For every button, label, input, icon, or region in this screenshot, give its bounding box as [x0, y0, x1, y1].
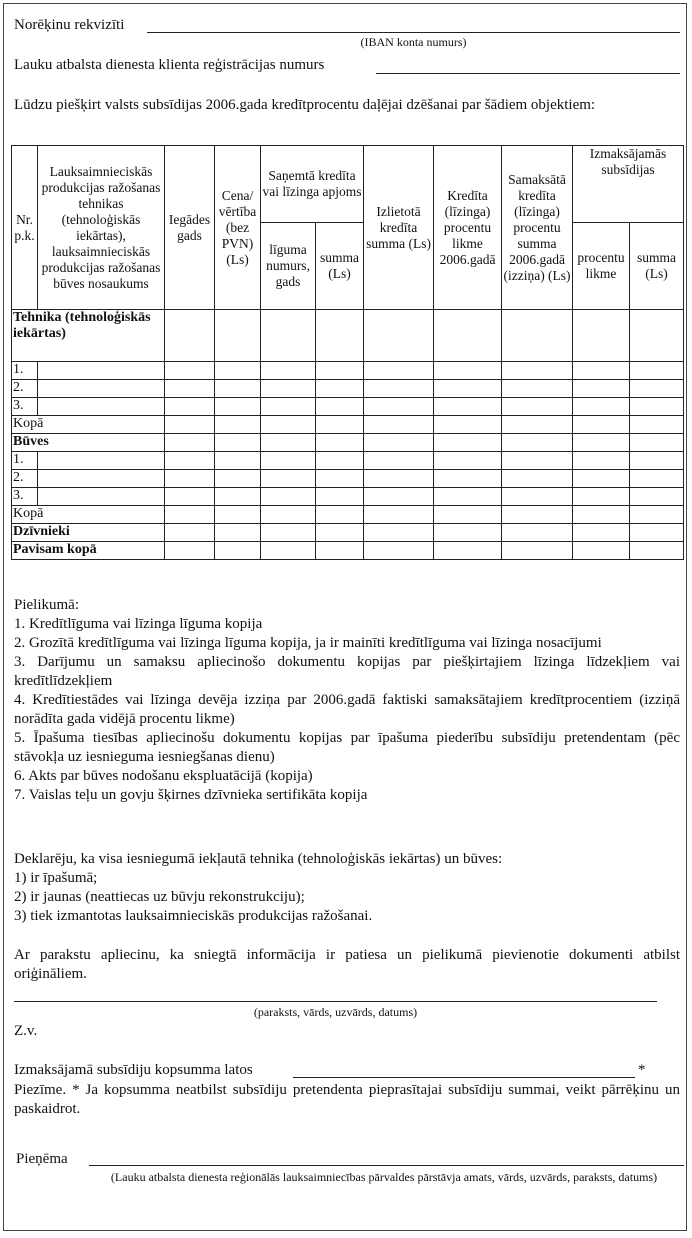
- account-input-line[interactable]: [147, 32, 680, 33]
- list-item: 2. Grozītā kredītlīguma vai līzinga līguma kopija, ja ir mainīti kredītlīguma vai līzinga nosacījumi: [14, 635, 602, 651]
- confirm-text: Ar parakstu apliecinu, ka sniegtā informācija ir patiesa un pielikumā pievienotie dokumenti atbilst oriģināliem.: [14, 947, 680, 982]
- list-item: 3) tiek izmantotas lauksaimnieciskās produkcijas ražošanai.: [14, 908, 373, 924]
- list-item: 1. Kredītlīguma vai līzinga līguma kopija: [14, 616, 263, 632]
- header-received-group: Saņemtā kredīta vai līzinga apjoms: [261, 146, 364, 223]
- declaration-block: [14, 850, 680, 926]
- header-sum: summa (Ls): [316, 223, 364, 310]
- table-row-total: [12, 416, 684, 434]
- list-item: 2) ir jaunas (neattiecas uz būvju rekonstrukciju);: [14, 889, 305, 905]
- table-row: [12, 380, 684, 398]
- payout-star: *: [638, 1062, 646, 1078]
- header-used: Izlietotā kredīta summa (Ls): [364, 146, 434, 310]
- seal-label: Z.v.: [14, 1023, 38, 1039]
- accepted-label: Pieņēma: [16, 1151, 68, 1167]
- row-number: 2.: [12, 380, 38, 398]
- request-text: Lūdzu piešķirt valsts subsīdijas 2006.gada kredītprocentu daļējai dzēšanai par šādiem objektiem:: [14, 97, 596, 113]
- table-row-total: [12, 506, 684, 524]
- section-animals: Dzīvnieki: [12, 524, 165, 542]
- table-row: [12, 362, 684, 380]
- row-number: 3.: [12, 398, 38, 416]
- account-caption: (IBAN konta numurs): [360, 35, 467, 49]
- total-label: Kopā: [12, 506, 165, 524]
- list-item: 7. Vaislas teļu un govju šķirnes dzīvnieka sertifikāta kopija: [14, 787, 368, 803]
- header-paid: Samaksātā kredīta (līzinga) procentu summa 2006.gadā (izziņa) (Ls): [502, 146, 573, 310]
- list-item: 6. Akts par būves nodošanu ekspluatācijā (kopija): [14, 768, 313, 784]
- attachments-title: Pielikumā:: [14, 597, 79, 613]
- client-reg-input-line[interactable]: [376, 73, 680, 74]
- table-row: [12, 488, 684, 506]
- row-number: 3.: [12, 488, 38, 506]
- accepted-caption: (Lauku atbalsta dienesta reģionālās lauksaimniecības pārvaldes pārstāvja amats, vārds, uzvārds, paraksts, datums): [110, 1170, 658, 1184]
- row-number: 2.: [12, 470, 38, 488]
- client-reg-label: Lauku atbalsta dienesta klienta reģistrācijas numurs: [14, 57, 325, 73]
- payout-label: Izmaksājamā subsīdiju kopsumma latos: [14, 1062, 253, 1078]
- header-year: Iegādes gads: [165, 146, 215, 310]
- attachments-list: [14, 596, 680, 805]
- list-item: 3. Darījumu un samaksu apliecinošo dokumentu kopijas par piešķirtajiem līzinga līdzekļiem vai kredītlīdzekļiem: [14, 654, 680, 689]
- account-label: Norēķinu rekvizīti: [14, 17, 125, 33]
- list-item: 1) ir īpašumā;: [14, 870, 98, 886]
- objects-table: [11, 145, 684, 560]
- section-tech: Tehnika (tehnoloģiskās iekārtas): [12, 310, 165, 362]
- header-rate: Kredīta (līzinga) procentu likme 2006.gadā: [434, 146, 502, 310]
- grand-total-label: Pavisam kopā: [12, 542, 165, 560]
- table-row: [12, 452, 684, 470]
- header-name: Lauksaimnieciskās produkcijas ražošanas tehnikas (tehnoloģiskās iekārtas), lauksaimnieciskās produkcijas ražošanas būves nosaukums: [38, 146, 165, 310]
- header-nr: Nr. p.k.: [12, 146, 38, 310]
- list-item: 5. Īpašuma tiesības apliecinošu dokumentu kopijas par īpašuma piederību subsīdiju pretendentam (pēc stāvokļa uz iesnieguma iesniegšanas dienu): [14, 730, 680, 765]
- section-build: Būves: [12, 434, 165, 452]
- table-row: [12, 470, 684, 488]
- payout-note: Piezīme. * Ja kopsumma neatbilst subsīdiju pretendenta pieprasītajai subsīdiju summai, veikt pārrēķinu un paskaidrot.: [14, 1082, 680, 1117]
- header-payable-group: Izmaksājamās subsīdijas: [573, 146, 684, 223]
- list-item: 4. Kredītiestādes vai līzinga devēja izziņa par 2006.gadā faktiski samaksātajiem kredītprocentiem (izziņā norādīta gada vidējā procentu likme): [14, 692, 680, 727]
- header-contract: līguma numurs, gads: [261, 223, 316, 310]
- header-price: Cena/ vērtība (bez PVN) (Ls): [215, 146, 261, 310]
- total-label: Kopā: [12, 416, 165, 434]
- accepted-input-line[interactable]: [89, 1165, 684, 1166]
- row-number: 1.: [12, 362, 38, 380]
- table-row: [12, 398, 684, 416]
- signature-caption: (paraksts, vārds, uzvārds, datums): [253, 1005, 418, 1019]
- header-payable-rate: procentu likme: [573, 223, 630, 310]
- header-payable-sum: summa (Ls): [630, 223, 684, 310]
- signature-input-line[interactable]: [14, 1001, 657, 1002]
- row-number: 1.: [12, 452, 38, 470]
- declaration-intro: Deklarēju, ka visa iesniegumā iekļautā tehnika (tehnoloģiskās iekārtas) un būves:: [14, 851, 503, 867]
- payout-input-line[interactable]: [293, 1077, 635, 1078]
- application-form-page: [3, 3, 687, 1231]
